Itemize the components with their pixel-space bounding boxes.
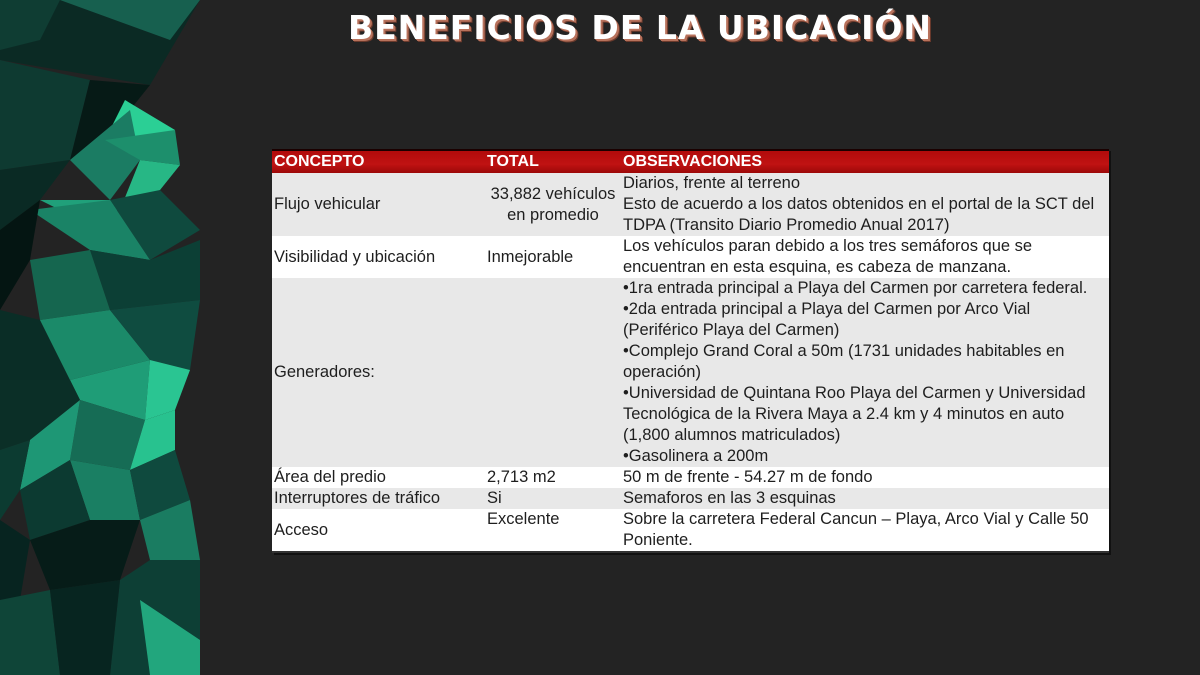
observation-line: Esto de acuerdo a los datos obtenidos en el portal de la SCT del TDPA (Transito Diario Promedio Anual 2017) [623,195,1095,234]
cell-total: 33,882 vehículos en promedio [485,173,621,236]
observation-bullet: •Gasolinera a 200m [623,447,769,465]
table-row-interruptores [272,488,1109,509]
cell-observaciones [621,278,1109,467]
cell-total: 2,713 m2 [485,467,621,488]
slide-title: BENEFICIOS DE LA UBICACIÓN [347,8,933,47]
cell-total: Excelente [485,509,621,552]
header-observaciones: OBSERVACIONES [621,150,1109,173]
observation-line: Diarios, frente al terreno [623,174,800,192]
cell-total: Inmejorable [485,236,621,278]
table-row-generadores [272,278,1109,467]
cell-concepto: Generadores: [272,278,485,467]
table-row-acceso [272,509,1109,552]
observation-bullet: •Complejo Grand Coral a 50m (1731 unidades habitables en operación) [623,342,1065,381]
cell-concepto: Área del predio [272,467,485,488]
cell-total [485,278,621,467]
cell-observaciones: Los vehículos paran debido a los tres semáforos que se encuentran en esta esquina, es cabeza de manzana. [621,236,1109,278]
cell-concepto: Acceso [272,509,485,552]
cell-observaciones: Sobre la carretera Federal Cancun – Playa, Arco Vial y Calle 50 Poniente. [621,509,1109,552]
header-total: TOTAL [485,150,621,173]
table-header-row [272,150,1109,173]
observation-bullet: •1ra entrada principal a Playa del Carmen por carretera federal. [623,279,1088,297]
cell-concepto: Flujo vehicular [272,173,485,236]
cell-observaciones [621,173,1109,236]
table-row-flujo-vehicular [272,173,1109,236]
benefits-table [272,149,1109,553]
header-concepto: CONCEPTO [272,150,485,173]
cell-observaciones: 50 m de frente - 54.27 m de fondo [621,467,1109,488]
decorative-polygon-pattern [0,0,210,675]
table-row-visibilidad [272,236,1109,278]
cell-total: Si [485,488,621,509]
cell-concepto: Interruptores de tráfico [272,488,485,509]
cell-concepto: Visibilidad y ubicación [272,236,485,278]
observation-bullet: •2da entrada principal a Playa del Carmen por Arco Vial (Periférico Playa del Carmen) [623,300,1031,339]
observation-bullet: •Universidad de Quintana Roo Playa del Carmen y Universidad Tecnológica de la Rivera Maya a 2.4 km y 4 minutos en auto (1,800 alumnos matriculados) [623,384,1086,444]
cell-observaciones: Semaforos en las 3 esquinas [621,488,1109,509]
table-row-area-predio [272,467,1109,488]
